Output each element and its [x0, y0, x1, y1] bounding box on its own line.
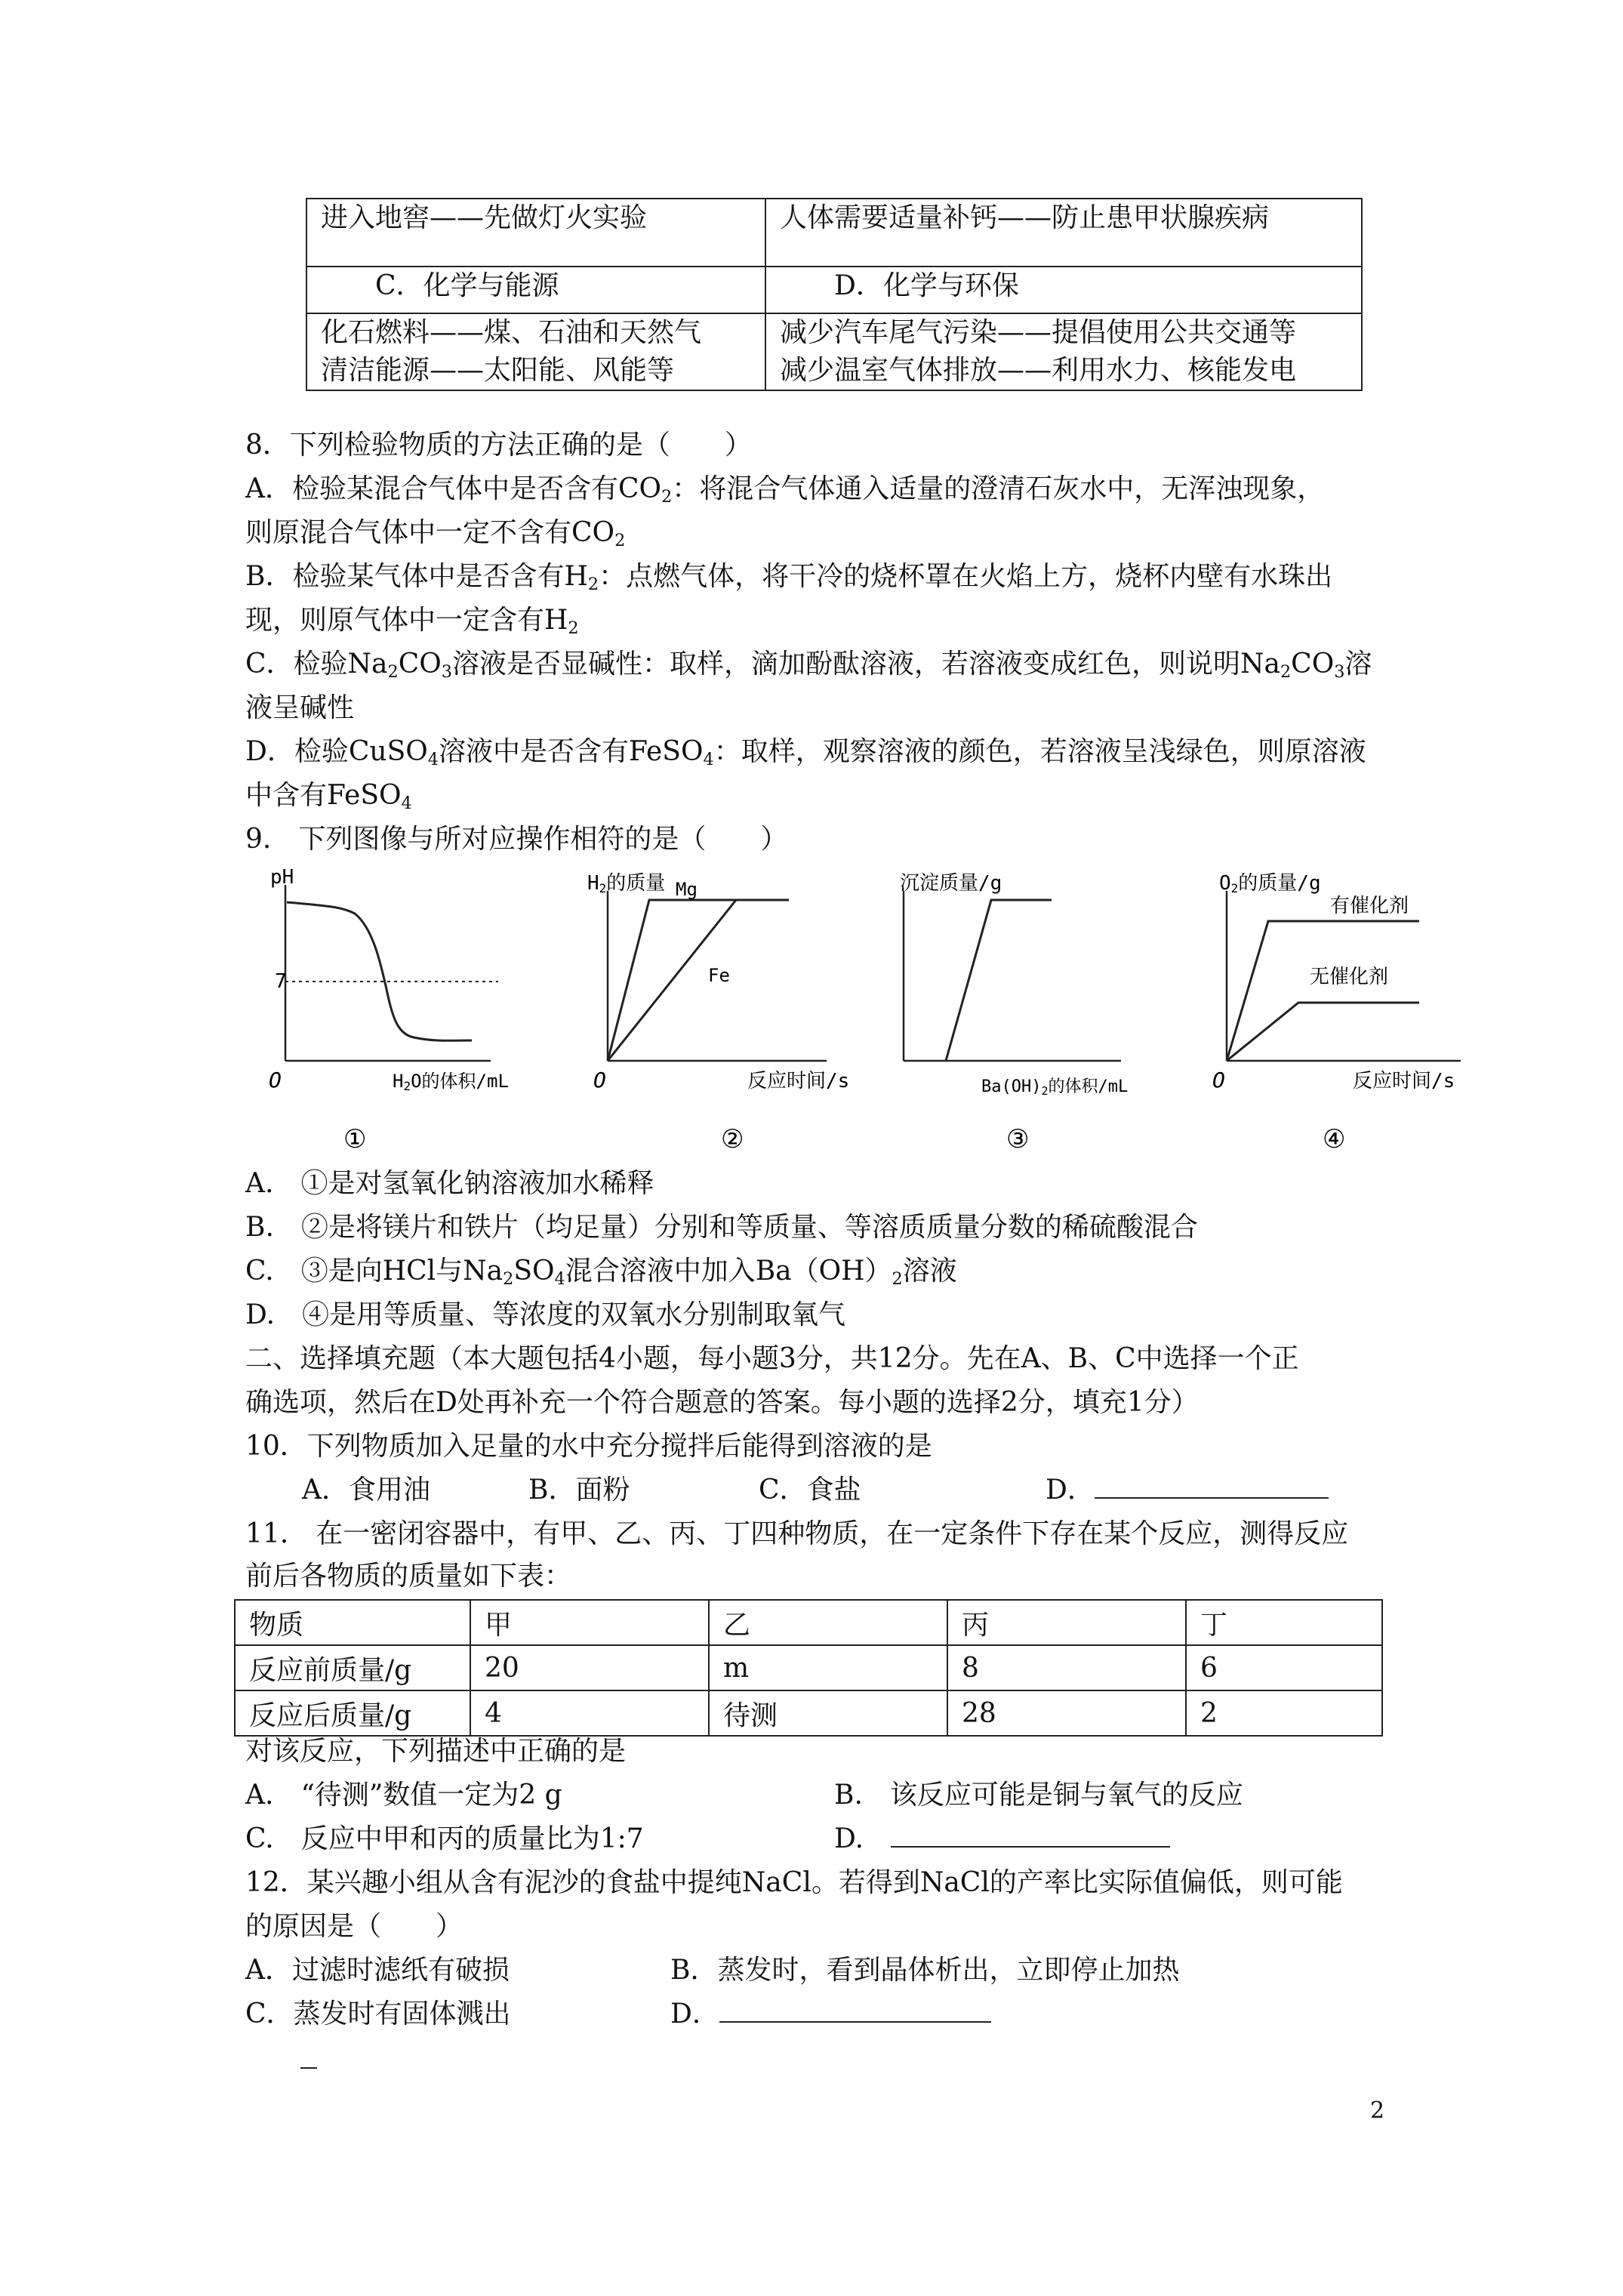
q12-answer-blank[interactable] [719, 1999, 991, 2023]
graph-4-catalyst-line [1227, 921, 1419, 1061]
graph-4-no-catalyst-label: 无催化剂 [1310, 966, 1389, 988]
graph-3 [900, 872, 1128, 1098]
table-row: 反应前质量/g 20 m 8 6 [235, 1645, 1382, 1690]
cell-r3c2b: 减少温室气体排放——利用水力、核能发电 [780, 355, 1297, 386]
graph-2-mg-line [608, 900, 789, 1061]
q10-stem: 10．下列物质加入足量的水中充分搅拌后能得到溶液的是 [245, 1431, 932, 1462]
q8-option-b-line2: 现，则原气体中一定含有$H_2$ [245, 605, 579, 639]
q11-option-c: C. 反应中甲和丙的质量比为1:7 [245, 1823, 644, 1854]
graph-1-curve [287, 902, 472, 1040]
q8-option-c-line1: C．检验$Na_2CO_3$溶液是否显碱性：取样，滴加酚酞溶液，若溶液变成红色，则说明$Na_2CO_3$溶 [245, 649, 1372, 683]
graph-2-xlabel: 反应时间/s [747, 1070, 850, 1093]
q12-option-a: A．过滤时滤纸有破损 [245, 1955, 510, 1986]
q10-answer-blank[interactable] [1095, 1475, 1329, 1499]
graph-2-mg-label: Mg [676, 879, 698, 900]
q12-option-d: D． [670, 1998, 991, 2031]
graph-3-xlabel: Ba(OH)2的体积/mL [981, 1077, 1129, 1098]
graph-2-origin: O [593, 1068, 606, 1093]
cell-r3c1b: 清洁能源——太阳能、风能等 [321, 355, 675, 386]
graph-4-catalyst-label: 有催化剂 [1330, 895, 1409, 917]
graph-4-xlabel: 反应时间/s [1353, 1070, 1455, 1093]
graph-4 [1212, 872, 1461, 1093]
q11-after: 对该反应，下列描述中正确的是 [245, 1736, 627, 1767]
q9-option-b: B. ②是将镁片和铁片（均足量）分别和等质量、等溶质质量分数的稀硫酸混合 [245, 1212, 1198, 1243]
q11-line2: 前后各物质的质量如下表： [245, 1561, 572, 1592]
q10-option-c: C．食盐 [759, 1475, 861, 1505]
cell-r2c2: D．化学与环保 [834, 270, 1019, 301]
q9-graphs [0, 868, 1623, 1185]
q9-option-a: A. ①是对氢氧化钠溶液加水稀释 [245, 1168, 654, 1199]
q12-option-c: C．蒸发时有固体溅出 [245, 1999, 511, 2029]
q10-option-d: D． [1046, 1474, 1329, 1507]
q10-option-a: A．食用油 [302, 1475, 430, 1505]
q11-line1: 11. 在一密闭容器中，有甲、乙、丙、丁四种物质，在一定条件下存在某个反应，测得反应 [245, 1518, 1349, 1549]
q9-stem: 9. 下列图像与所对应操作相符的是（ ） [245, 824, 788, 855]
graph-4-no-catalyst-line [1227, 1003, 1419, 1061]
q9-option-d: D. ④是用等质量、等浓度的双氧水分别制取氧气 [245, 1299, 846, 1330]
graph-2-fe-label: Fe [708, 965, 730, 986]
q11-option-a: A. “待测”数值一定为2 g [245, 1780, 562, 1811]
cell-r3c1a: 化石燃料——煤、石油和天然气 [321, 317, 702, 348]
graph-2 [587, 872, 849, 1093]
knowledge-table [306, 198, 1363, 391]
graph-1-tick7: 7 [275, 970, 287, 993]
q8-option-d-line1: D．检验CuSO$_4$溶液中是否含有FeSO$_4$：取样，观察溶液的颜色，若溶液呈浅绿色，则原溶液 [245, 736, 1366, 770]
q11-mass-table [234, 1599, 1383, 1737]
section2-line2: 确选项，然后在D处再补充一个符合题意的答案。每小题的选择2分，填充1分） [245, 1387, 1199, 1418]
graph-2-number: ② [721, 1124, 744, 1154]
cell-r1c1: 进入地窖——先做灯火实验 [321, 202, 648, 233]
section2-line1: 二、选择填充题（本大题包括4小题，每小题3分，共12分。先在A、B、C中选择一个正 [245, 1343, 1299, 1374]
q11-answer-blank[interactable] [891, 1823, 1170, 1848]
graph-1-origin: O [269, 1068, 282, 1093]
graph-1 [269, 868, 509, 1093]
graph-4-ylabel: O2的质量/g [1219, 872, 1321, 895]
q8-option-b-line1: B．检验某气体中是否含有$H_2$：点燃气体，将干冷的烧杯罩在火焰上方，烧杯内壁有水珠出 [245, 561, 1333, 595]
q9-option-c: C. ③是向HCl与$Na_2SO_4$混合溶液中加入$Ba(OH)_2$溶液 [245, 1256, 957, 1290]
q11-option-d: D. [834, 1823, 1170, 1856]
cell-r3c2a: 减少汽车尾气污染——提倡使用公共交通等 [780, 317, 1297, 348]
cell-r1c2: 人体需要适量补钙——防止患甲状腺疾病 [780, 202, 1270, 233]
table-row: 物质 甲 乙 丙 丁 [235, 1600, 1382, 1645]
q10-option-b: B．面粉 [528, 1475, 630, 1505]
q12-line2: 的原因是（ ） [245, 1911, 463, 1942]
graph-1-xlabel: H2O的体积/mL [393, 1071, 509, 1093]
q8-option-d-line2: 中含有FeSO$_4$ [245, 780, 412, 814]
cell-r2c1: C．化学与能源 [375, 270, 559, 301]
graph-3-number: ③ [1006, 1124, 1030, 1154]
q11-option-b: B. 该反应可能是铜与氧气的反应 [834, 1780, 1243, 1811]
table-row: 反应后质量/g 4 待测 28 2 [235, 1690, 1382, 1736]
graph-4-number: ④ [1323, 1124, 1346, 1154]
graph-1-number: ① [343, 1124, 367, 1154]
graph-3-curve [946, 900, 1052, 1061]
graph-2-ylabel: H2的质量 [587, 872, 666, 895]
page-number: 2 [1370, 2097, 1385, 2124]
graph-1-ylabel: pH [270, 868, 294, 889]
q8-stem: 8．下列检验物质的方法正确的是（ ） [245, 430, 752, 461]
q8-option-a-line2: 则原混合气体中一定不含有$CO_2$ [245, 517, 626, 551]
graph-3-ylabel: 沉淀质量/g [900, 872, 1002, 895]
graph-4-origin: O [1212, 1068, 1225, 1093]
q8-option-c-line2: 液呈碱性 [245, 692, 355, 723]
stray-mark [300, 2067, 317, 2069]
q8-option-a-line1: A．检验某混合气体中是否含有$CO_2$：将混合气体通入适量的澄清石灰水中，无浑浊现象， [245, 473, 1325, 507]
q12-option-b: B．蒸发时，看到晶体析出，立即停止加热 [670, 1955, 1180, 1986]
q12-line1: 12．某兴趣小组从含有泥沙的食盐中提纯NaCl。若得到NaCl的产率比实际值偏低，则可能 [245, 1867, 1343, 1898]
